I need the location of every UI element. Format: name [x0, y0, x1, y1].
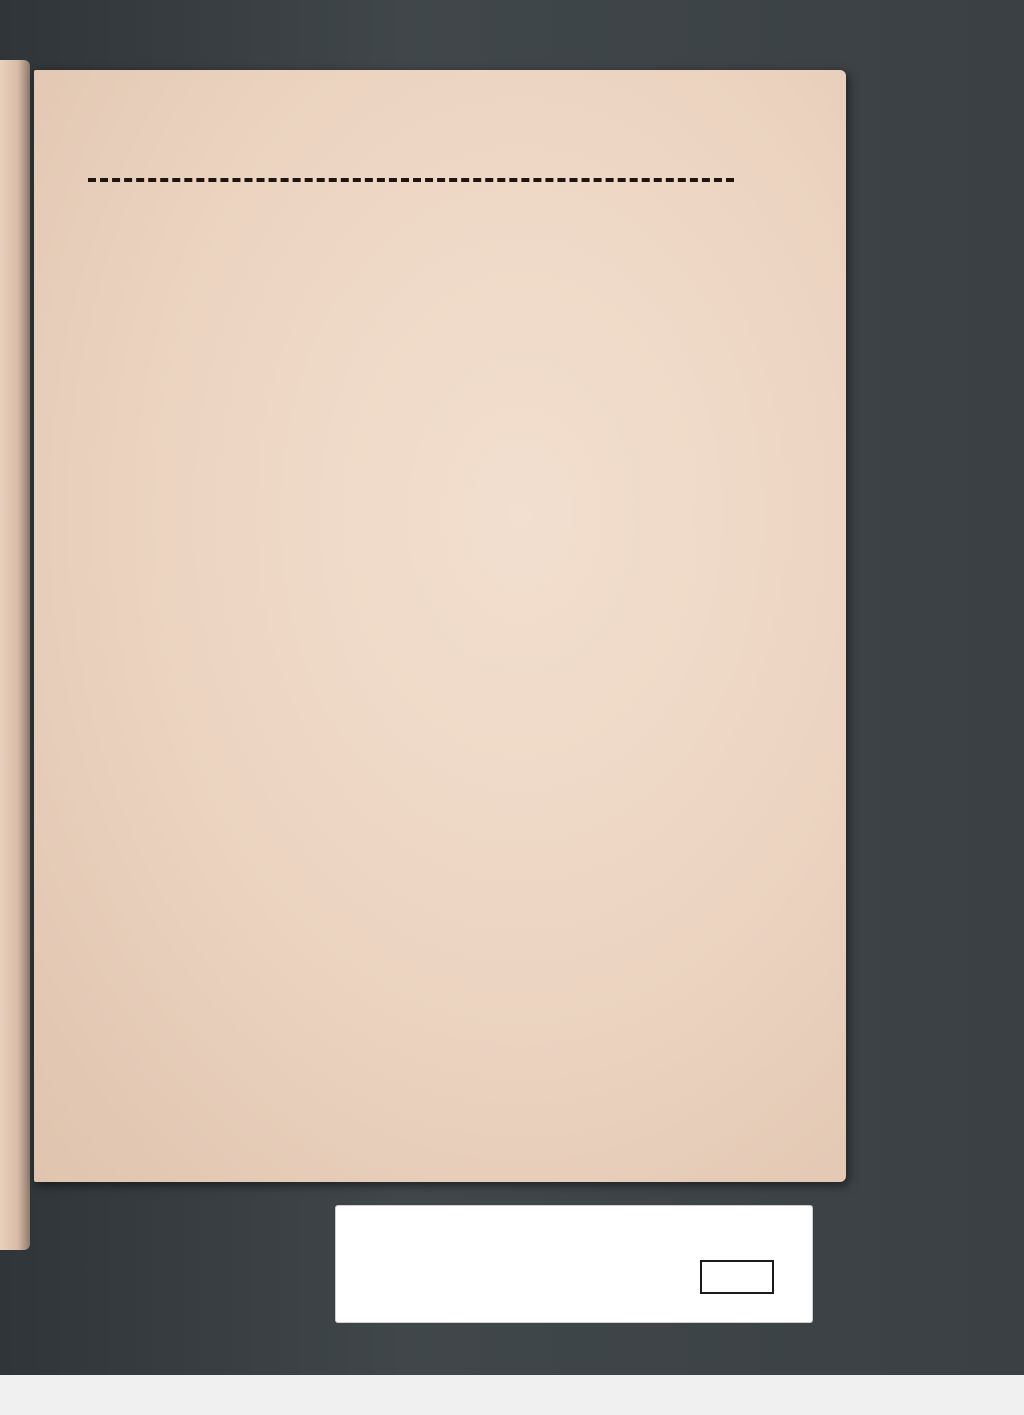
ruler-icon: [368, 1258, 596, 1294]
gray-scale-swatch: [700, 1260, 774, 1294]
color-scale-card: [336, 1206, 812, 1322]
catchword: [594, 1040, 694, 1064]
barcode-icon: [8, 1381, 48, 1409]
footer-bar: [0, 1375, 1024, 1415]
header-rule: [88, 178, 734, 182]
book-page: [34, 70, 846, 1182]
left-page-edge: [0, 60, 30, 1250]
